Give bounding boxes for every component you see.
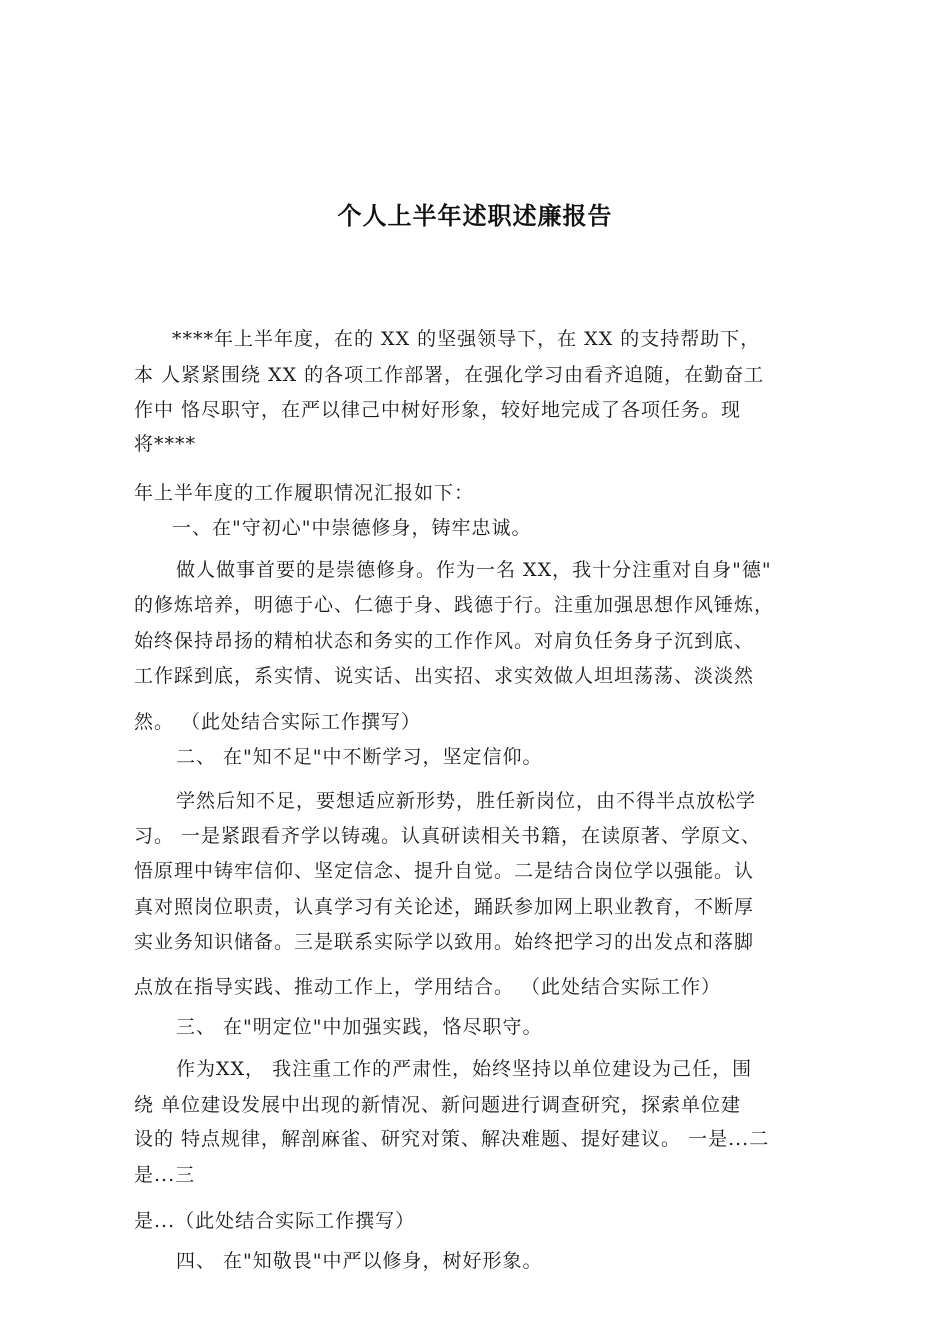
section-heading-4: 四、 在"知敬畏"中严以修身，树好形象。 [176,1250,543,1272]
paragraph-line: 是...（此处结合实际工作撰写） [134,1210,416,1232]
section-heading-2: 二、 在"知不足"中不断学习，坚定信仰。 [176,746,543,768]
paragraph-line: 年上半年度的工作履职情况汇报如下： [134,482,475,504]
paragraph-line: 是...三 [134,1164,196,1186]
paragraph-line: 始终保持昂扬的精柏状态和务实的工作作风。对肩负任务身子沉到底、 [134,630,755,652]
section-heading-1: 一、在"守初心"中崇德修身，铸牢忠诚。 [172,517,532,539]
paragraph-line: 的修炼培养，明德于心、仁德于身、践德于行。注重加强思想作风锤炼， [134,594,775,616]
paragraph-line: 学然后知不足，要想适应新形势，胜任新岗位，由不得半点放松学 [176,790,757,812]
paragraph-line: 本 人紧紧围绕 XX 的各项工作部署，在强化学习由看齐追随，在勤奋工 [134,364,765,386]
paragraph-line: 工作踩到底，系实情、说实话、出实招、求实效做人坦坦荡荡、淡淡然 [134,665,755,687]
paragraph-line: 将**** [134,433,197,455]
paragraph-line: 习。 一是紧跟看齐学以铸魂。认真研读相关书籍，在读原著、学原文、 [134,825,762,847]
paragraph-line: 真对照岗位职责，认真学习有关论述，踊跃参加网上职业教育，不断厚 [134,896,755,918]
paragraph-line: 然。 （此处结合实际工作撰写） [134,711,422,733]
paragraph-line: 做人做事首要的是崇德修身。作为一名 XX，我十分注重对自身"德" [176,559,772,581]
document-title: 个人上半年述职述廉报告 [337,202,613,230]
section-heading-3: 三、 在"明定位"中加强实践，恪尽职守。 [176,1016,543,1038]
paragraph-line: 悟原理中铸牢信仰、坚定信念、提升自觉。二是结合岗位学以强能。认 [134,860,755,882]
paragraph-line: 实业务知识储备。三是联系实际学以致用。始终把学习的出发点和落脚 [134,931,755,953]
paragraph-line: 作中 恪尽职守，在严以律己中树好形象，较好地完成了各项任务。现 [134,399,742,421]
paragraph-line: ****年上半年度，在的 XX 的坚强领导下，在 XX 的支持帮助下， [172,328,761,350]
paragraph-line: 作为XX， 我注重工作的严肃性，始终坚持以单位建设为己任，围 [176,1058,753,1080]
paragraph-line: 点放在指导实践、推动工作上，学用结合。 （此处结合实际工作） [134,976,722,998]
paragraph-line: 绕 单位建设发展中出现的新情况、新问题进行调查研究，探索单位建 [134,1094,742,1116]
paragraph-line: 设的 特点规律，解剖麻雀、研究对策、解决难题、提好建议。 一是...二 [134,1128,770,1150]
